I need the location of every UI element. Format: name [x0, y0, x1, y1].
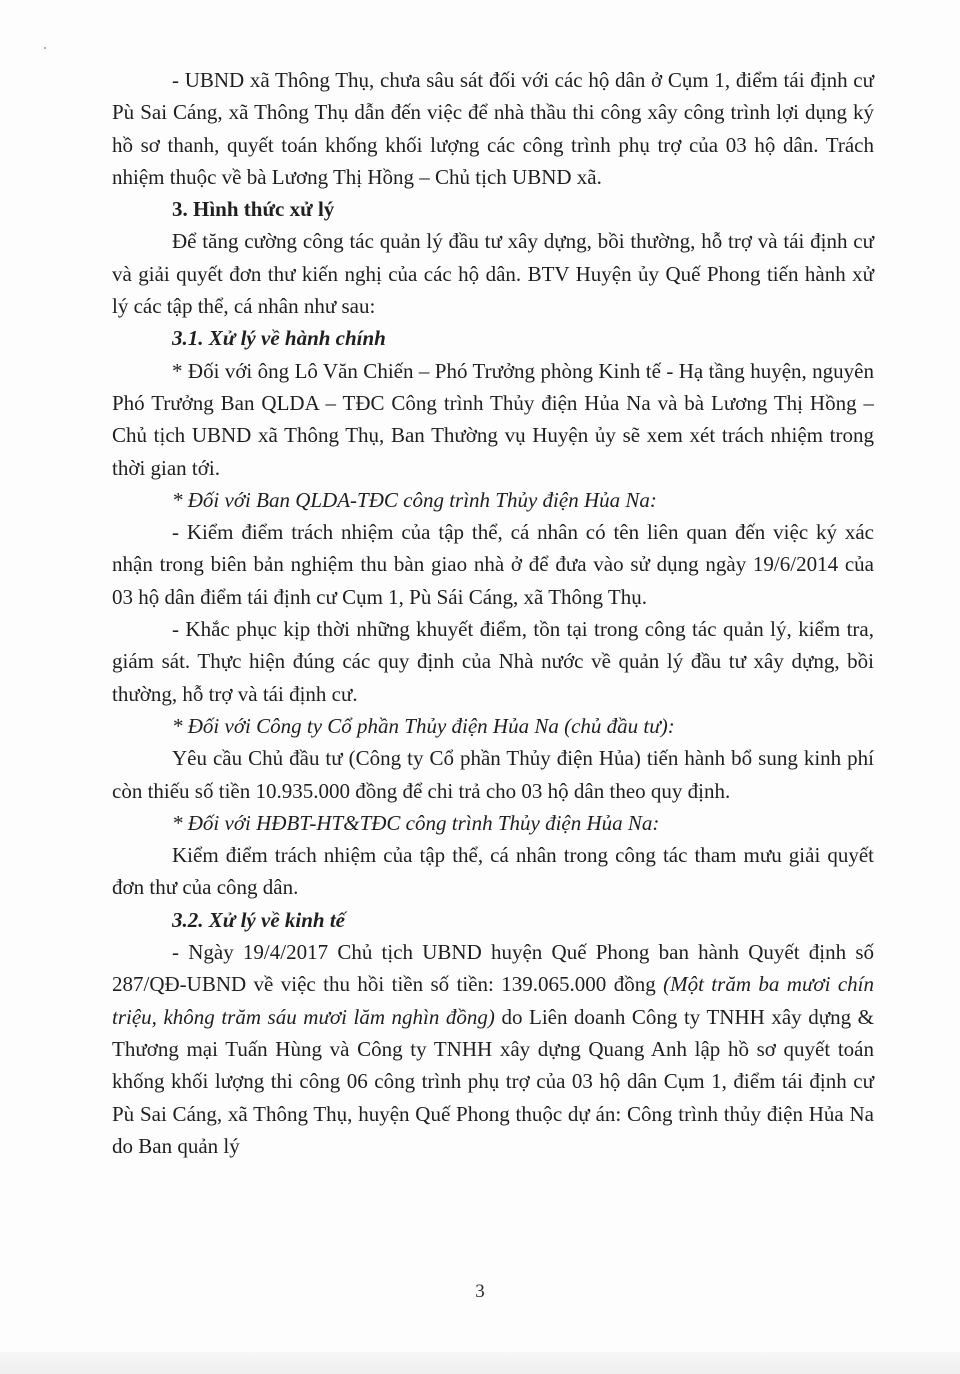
subheading-investor: * Đối với Công ty Cổ phần Thủy điện Hủa Na (chủ đầu tư): [172, 713, 675, 738]
subsection-heading-3-2: 3.2. Xử lý về kinh tế [172, 907, 345, 932]
paragraph-section-3-intro: Để tăng cường công tác quản lý đầu tư xây dựng, bồi thường, hỗ trợ và tái định cư và giải quyết đơn thư kiến nghị của các hộ dân. BTV Huyện ủy Quế Phong tiến hành xử lý các tập thể, cá nhân như sau: [112, 229, 874, 319]
scan-bottom-edge [0, 1352, 960, 1374]
section-heading-3: 3. Hình thức xử lý [172, 197, 335, 222]
paragraph-economic-sanction [112, 936, 874, 1162]
amount-in-words: (Một trăm ba mươi chín triệu, không trăm sáu mươi lăm nghìn đồng) [112, 972, 874, 1029]
decision-text: - Ngày 19/4/2017 Chủ tịch UBND huyện Quế Phong ban hành Quyết định số 287/QĐ-UBND về việc thu hồi tiền số tiền: 139.065.000 đồng [112, 940, 874, 997]
subheading-ban-qlda: * Đối với Ban QLDA-TĐC công trình Thủy điện Hủa Na: [172, 487, 657, 512]
decision-text-continued: do Liên doanh Công ty TNHH xây dựng & Thương mại Tuấn Hùng và Công ty TNHH xây dựng Quang Anh lập hồ sơ quyết toán khống khối lượng thi công 06 công trình phụ trợ của 03 hộ dân Cụm 1, điểm tái định cư Pù Sai Cáng, xã Thông Thụ, huyện Quế Phong thuộc dự án: Công trình thủy điện Hủa Na do Ban quản lý [112, 1004, 874, 1158]
paragraph-investor: Yêu cầu Chủ đầu tư (Công ty Cổ phần Thủy điện Hủa) tiến hành bổ sung kinh phí còn thiếu số tiền 10.935.000 đồng để chi trả cho 03 hộ dân theo quy định. [112, 746, 874, 803]
paragraph-ban-qlda-remedy: - Khắc phục kịp thời những khuyết điểm, tồn tại trong công tác quản lý, kiểm tra, giám sát. Thực hiện đúng các quy định của Nhà nước về quản lý đầu tư xây dựng, bồi thường, hỗ trợ và tái định cư. [112, 617, 874, 706]
document-body [112, 64, 874, 1162]
subheading-hdbt: * Đối với HĐBT-HT&TĐC công trình Thủy điện Hủa Na: [172, 810, 660, 835]
page-number: 3 [475, 1281, 485, 1302]
paragraph-ubnd-responsibility: - UBND xã Thông Thụ, chưa sâu sát đối với các hộ dân ở Cụm 1, điểm tái định cư Pù Sai Cáng, xã Thông Thụ dẫn đến việc để nhà thầu thi công xây công trình lợi dụng ký hồ sơ thanh, quyết toán khống khối lượng các công trình phụ trợ của 03 hộ dân. Trách nhiệm thuộc về bà Lương Thị Hồng – Chủ tịch UBND xã. [112, 68, 874, 189]
paragraph-individuals: * Đối với ông Lô Văn Chiến – Phó Trưởng phòng Kinh tế - Hạ tầng huyện, nguyên Phó Trưởng Ban QLDA – TĐC Công trình Thủy điện Hủa Na và bà Lương Thị Hồng – Chủ tịch UBND xã Thông Thụ, Ban Thường vụ Huyện ủy sẽ xem xét trách nhiệm trong thời gian tới. [112, 358, 874, 480]
paragraph-hdbt: Kiểm điểm trách nhiệm của tập thể, cá nhân trong công tác tham mưu giải quyết đơn thư của công dân. [112, 843, 874, 900]
subsection-heading-3-1: 3.1. Xử lý về hành chính [172, 326, 386, 351]
paragraph-ban-qlda-review: - Kiểm điểm trách nhiệm của tập thể, cá nhân có tên liên quan đến việc ký xác nhận trong biên bản nghiệm thu bàn giao nhà ở để đưa vào sử dụng ngày 19/6/2014 của 03 hộ dân điểm tái định cư Cụm 1, Pù Sái Cáng, xã Thông Thụ. [112, 520, 874, 609]
scan-speck [44, 47, 46, 49]
